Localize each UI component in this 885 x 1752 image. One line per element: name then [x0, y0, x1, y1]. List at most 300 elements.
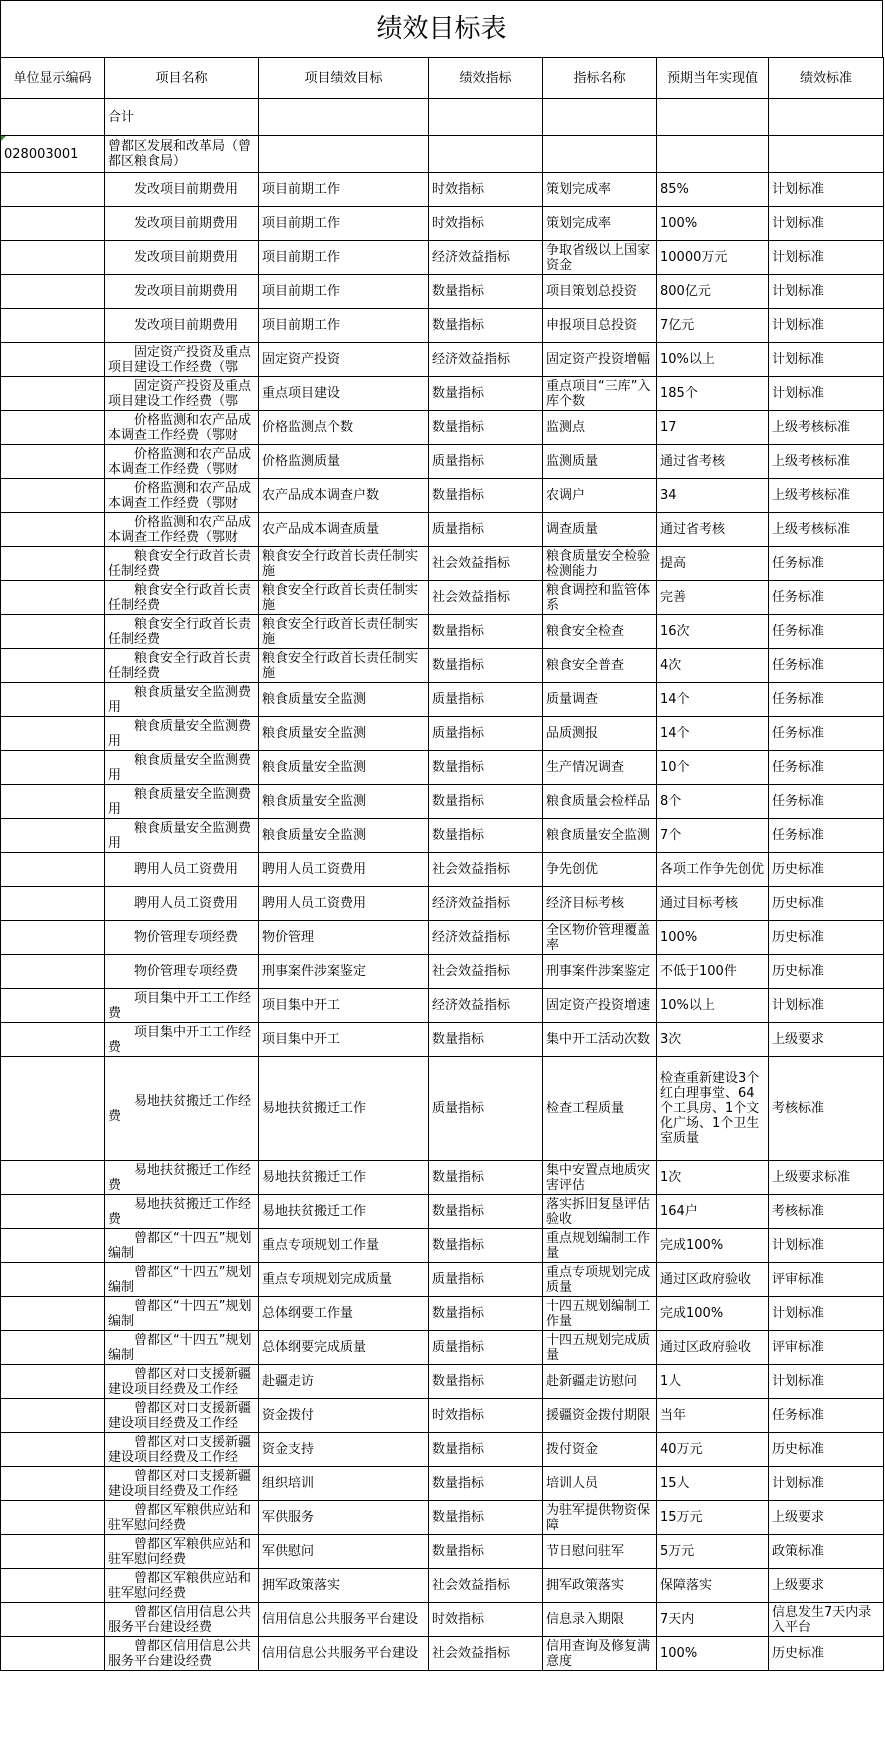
- indicator-name-cell: 拨付资金: [543, 1433, 657, 1467]
- indicator-name-cell: 粮食安全普查: [543, 649, 657, 683]
- unit-code-cell: [1, 445, 105, 479]
- project-goal-cell: 军供服务: [259, 1501, 429, 1535]
- standard-cell: 上级要求标准: [769, 1161, 884, 1195]
- project-goal-cell: 粮食质量安全监测: [259, 819, 429, 853]
- project-name-cell: 粮食安全行政首长责任制经费: [105, 649, 259, 683]
- project-goal-cell: 粮食质量安全监测: [259, 785, 429, 819]
- indicator-type-cell: 质量指标: [429, 717, 543, 751]
- indicator-type-cell: 数量指标: [429, 1229, 543, 1263]
- project-name-cell: 曾都区“十四五”规划编制: [105, 1229, 259, 1263]
- expected-value-cell: 完成100%: [657, 1297, 769, 1331]
- indicator-type-cell: 数量指标: [429, 1195, 543, 1229]
- expected-value-cell: 34: [657, 479, 769, 513]
- expected-value-cell: 185个: [657, 377, 769, 411]
- indicator-type-cell: 社会效益指标: [429, 1569, 543, 1603]
- standard-cell: 计划标准: [769, 377, 884, 411]
- project-name-cell: 粮食安全行政首长责任制经费: [105, 547, 259, 581]
- standard-cell: 计划标准: [769, 173, 884, 207]
- table-row: [1, 581, 884, 615]
- unit-code-cell: [1, 989, 105, 1023]
- expected-value-cell: 通过区政府验收: [657, 1331, 769, 1365]
- expected-value-cell: 5万元: [657, 1535, 769, 1569]
- project-name-cell: 曾都区“十四五”规划编制: [105, 1297, 259, 1331]
- expected-value-cell: 10%以上: [657, 989, 769, 1023]
- expected-value-cell: 85%: [657, 173, 769, 207]
- col-header-indicator-name: 指标名称: [543, 58, 657, 99]
- standard-cell: 历史标准: [769, 1637, 884, 1671]
- indicator-type-cell: 数量指标: [429, 785, 543, 819]
- expected-value-cell: 通过区政府验收: [657, 1263, 769, 1297]
- indicator-name-cell: 监测质量: [543, 445, 657, 479]
- indicator-name-cell: 为驻军提供物资保障: [543, 1501, 657, 1535]
- table-row: [1, 649, 884, 683]
- table-row: [1, 751, 884, 785]
- expected-value-cell: 10个: [657, 751, 769, 785]
- project-name-cell: 曾都区军粮供应站和驻军慰问经费: [105, 1501, 259, 1535]
- unit-code-cell: [1, 581, 105, 615]
- table-row: [1, 615, 884, 649]
- indicator-name-cell: 重点规划编制工作量: [543, 1229, 657, 1263]
- indicator-name-cell: 粮食质量安全监测: [543, 819, 657, 853]
- indicator-name-cell: 援疆资金拨付期限: [543, 1399, 657, 1433]
- indicator-type-cell: 时效指标: [429, 1399, 543, 1433]
- indicator-name-cell: 赴新疆走访慰问: [543, 1365, 657, 1399]
- standard-cell: 任务标准: [769, 649, 884, 683]
- indicator-type-cell: 时效指标: [429, 1603, 543, 1637]
- unit-code-cell: [1, 1399, 105, 1433]
- project-goal-cell: 赴疆走访: [259, 1365, 429, 1399]
- indicator-type-cell: 经济效益指标: [429, 343, 543, 377]
- expected-value-cell: 8个: [657, 785, 769, 819]
- standard-cell: 任务标准: [769, 1399, 884, 1433]
- standard-cell: 计划标准: [769, 207, 884, 241]
- table-row: [1, 921, 884, 955]
- unit-name: 曾都区发展和改革局（曾都区粮食局）: [105, 136, 259, 173]
- standard-cell: 任务标准: [769, 581, 884, 615]
- col-header-indicator: 绩效指标: [429, 58, 543, 99]
- project-goal-cell: 刑事案件涉案鉴定: [259, 955, 429, 989]
- project-name-cell: 价格监测和农产品成本调查工作经费（鄂财: [105, 513, 259, 547]
- project-name-cell: 易地扶贫搬迁工作经费: [105, 1161, 259, 1195]
- project-name-cell: 曾都区对口支援新疆建设项目经费及工作经: [105, 1467, 259, 1501]
- project-goal-cell: 农产品成本调查户数: [259, 479, 429, 513]
- indicator-name-cell: 策划完成率: [543, 207, 657, 241]
- project-name-cell: 聘用人员工资费用: [105, 887, 259, 921]
- expected-value-cell: 4次: [657, 649, 769, 683]
- standard-cell: 计划标准: [769, 1297, 884, 1331]
- expected-value-cell: 800亿元: [657, 275, 769, 309]
- expected-value-cell: 当年: [657, 1399, 769, 1433]
- indicator-name-cell: 检查工程质量: [543, 1057, 657, 1161]
- project-name-cell: 曾都区对口支援新疆建设项目经费及工作经: [105, 1433, 259, 1467]
- standard-cell: 任务标准: [769, 785, 884, 819]
- expected-value-cell: 1次: [657, 1161, 769, 1195]
- project-goal-cell: 粮食质量安全监测: [259, 717, 429, 751]
- project-name-cell: 曾都区对口支援新疆建设项目经费及工作经: [105, 1365, 259, 1399]
- standard-cell: 历史标准: [769, 853, 884, 887]
- indicator-name-cell: 固定资产投资增幅: [543, 343, 657, 377]
- indicator-type-cell: 数量指标: [429, 751, 543, 785]
- table-row: [1, 1195, 884, 1229]
- unit-code-cell: [1, 649, 105, 683]
- table-row: [1, 1535, 884, 1569]
- expected-value-cell: 提高: [657, 547, 769, 581]
- project-name-cell: 粮食质量安全监测费用: [105, 751, 259, 785]
- unit-code-cell: [1, 1569, 105, 1603]
- table-row: [1, 547, 884, 581]
- unit-code-cell: [1, 1501, 105, 1535]
- table-row: [1, 479, 884, 513]
- indicator-type-cell: 质量指标: [429, 445, 543, 479]
- unit-code-cell: [1, 309, 105, 343]
- project-goal-cell: 资金拨付: [259, 1399, 429, 1433]
- table-row: [1, 309, 884, 343]
- project-goal-cell: 粮食质量安全监测: [259, 751, 429, 785]
- unit-code-cell: [1, 1023, 105, 1057]
- indicator-type-cell: 社会效益指标: [429, 955, 543, 989]
- table-row: [1, 1229, 884, 1263]
- indicator-name-cell: 策划完成率: [543, 173, 657, 207]
- indicator-type-cell: 数量指标: [429, 1297, 543, 1331]
- project-name-cell: 价格监测和农产品成本调查工作经费（鄂财: [105, 479, 259, 513]
- indicator-type-cell: 经济效益指标: [429, 921, 543, 955]
- col-header-code: 单位显示编码: [1, 58, 105, 99]
- unit-code-cell: [1, 853, 105, 887]
- indicator-name-cell: 十四五规划编制工作量: [543, 1297, 657, 1331]
- standard-cell: 上级考核标准: [769, 445, 884, 479]
- expected-value-cell: 各项工作争先创优: [657, 853, 769, 887]
- project-name-cell: 粮食安全行政首长责任制经费: [105, 615, 259, 649]
- project-goal-cell: 易地扶贫搬迁工作: [259, 1161, 429, 1195]
- table-row: [1, 513, 884, 547]
- table-row: [1, 853, 884, 887]
- project-name-cell: 发改项目前期费用: [105, 275, 259, 309]
- total-code: [1, 99, 105, 136]
- table-row: [1, 1023, 884, 1057]
- indicator-name-cell: 节日慰问驻军: [543, 1535, 657, 1569]
- indicator-type-cell: 数量指标: [429, 1433, 543, 1467]
- project-goal-cell: 项目前期工作: [259, 241, 429, 275]
- standard-cell: 计划标准: [769, 275, 884, 309]
- table-row: [1, 275, 884, 309]
- project-name-cell: 曾都区对口支援新疆建设项目经费及工作经: [105, 1399, 259, 1433]
- project-goal-cell: 项目集中开工: [259, 989, 429, 1023]
- indicator-type-cell: 质量指标: [429, 513, 543, 547]
- table-row: [1, 1263, 884, 1297]
- project-goal-cell: 项目前期工作: [259, 207, 429, 241]
- unit-code-cell: [1, 1297, 105, 1331]
- project-name-cell: 物价管理专项经费: [105, 955, 259, 989]
- expected-value-cell: 保障落实: [657, 1569, 769, 1603]
- indicator-type-cell: 数量指标: [429, 1501, 543, 1535]
- project-name-cell: 固定资产投资及重点项目建设工作经费（鄂: [105, 343, 259, 377]
- table-row: [1, 1057, 884, 1161]
- standard-cell: 计划标准: [769, 309, 884, 343]
- expected-value-cell: 15人: [657, 1467, 769, 1501]
- indicator-type-cell: 数量指标: [429, 649, 543, 683]
- project-name-cell: 发改项目前期费用: [105, 207, 259, 241]
- col-header-project: 项目名称: [105, 58, 259, 99]
- indicator-name-cell: 粮食质量会检样品: [543, 785, 657, 819]
- expected-value-cell: 完成100%: [657, 1229, 769, 1263]
- standard-cell: 评审标准: [769, 1263, 884, 1297]
- standard-cell: 评审标准: [769, 1331, 884, 1365]
- page-title: 绩效目标表: [0, 0, 883, 57]
- unit-code-cell: [1, 275, 105, 309]
- standard-cell: 上级要求: [769, 1501, 884, 1535]
- indicator-type-cell: 数量指标: [429, 411, 543, 445]
- project-name-cell: 曾都区军粮供应站和驻军慰问经费: [105, 1569, 259, 1603]
- project-goal-cell: 项目前期工作: [259, 173, 429, 207]
- indicator-type-cell: 经济效益指标: [429, 989, 543, 1023]
- unit-code-cell: [1, 343, 105, 377]
- indicator-type-cell: 社会效益指标: [429, 853, 543, 887]
- unit-code-cell: [1, 819, 105, 853]
- project-goal-cell: 重点专项规划完成质量: [259, 1263, 429, 1297]
- table-row: [1, 1297, 884, 1331]
- standard-cell: 历史标准: [769, 955, 884, 989]
- indicator-name-cell: 重点项目“三库”入库个数: [543, 377, 657, 411]
- project-goal-cell: 项目前期工作: [259, 275, 429, 309]
- project-name-cell: 项目集中开工工作经费: [105, 989, 259, 1023]
- expected-value-cell: 164户: [657, 1195, 769, 1229]
- standard-cell: 计划标准: [769, 989, 884, 1023]
- indicator-name-cell: 粮食调控和监管体系: [543, 581, 657, 615]
- unit-code-cell: [1, 1365, 105, 1399]
- expected-value-cell: 100%: [657, 207, 769, 241]
- project-goal-cell: 固定资产投资: [259, 343, 429, 377]
- indicator-type-cell: 社会效益指标: [429, 1637, 543, 1671]
- indicator-type-cell: 数量指标: [429, 1161, 543, 1195]
- project-goal-cell: 拥军政策落实: [259, 1569, 429, 1603]
- indicator-name-cell: 品质测报: [543, 717, 657, 751]
- project-goal-cell: 易地扶贫搬迁工作: [259, 1195, 429, 1229]
- expected-value-cell: 完善: [657, 581, 769, 615]
- table-row: [1, 1399, 884, 1433]
- indicator-name-cell: 集中安置点地质灾害评估: [543, 1161, 657, 1195]
- indicator-name-cell: 粮食安全检查: [543, 615, 657, 649]
- expected-value-cell: 7亿元: [657, 309, 769, 343]
- indicator-name-cell: 培训人员: [543, 1467, 657, 1501]
- project-name-cell: 曾都区军粮供应站和驻军慰问经费: [105, 1535, 259, 1569]
- unit-code-cell: [1, 1637, 105, 1671]
- project-goal-cell: 易地扶贫搬迁工作: [259, 1057, 429, 1161]
- unit-code-cell: [1, 241, 105, 275]
- expected-value-cell: 40万元: [657, 1433, 769, 1467]
- standard-cell: 计划标准: [769, 343, 884, 377]
- project-name-cell: 聘用人员工资费用: [105, 853, 259, 887]
- standard-cell: 上级考核标准: [769, 479, 884, 513]
- project-goal-cell: 粮食安全行政首长责任制实施: [259, 649, 429, 683]
- project-name-cell: 固定资产投资及重点项目建设工作经费（鄂: [105, 377, 259, 411]
- project-name-cell: 项目集中开工工作经费: [105, 1023, 259, 1057]
- standard-cell: 上级考核标准: [769, 411, 884, 445]
- project-goal-cell: 项目前期工作: [259, 309, 429, 343]
- unit-code-cell: [1, 785, 105, 819]
- indicator-name-cell: 信用查询及修复满意度: [543, 1637, 657, 1671]
- project-name-cell: 物价管理专项经费: [105, 921, 259, 955]
- unit-code-cell: [1, 1467, 105, 1501]
- indicator-type-cell: 质量指标: [429, 683, 543, 717]
- unit-code-cell: [1, 921, 105, 955]
- indicator-type-cell: 社会效益指标: [429, 547, 543, 581]
- unit-code-cell: [1, 1195, 105, 1229]
- unit-code-cell: [1, 513, 105, 547]
- unit-code-cell: [1, 1161, 105, 1195]
- project-goal-cell: 聘用人员工资费用: [259, 853, 429, 887]
- col-header-expected-value: 预期当年实现值: [657, 58, 769, 99]
- indicator-name-cell: 争先创优: [543, 853, 657, 887]
- indicator-type-cell: 质量指标: [429, 1263, 543, 1297]
- standard-cell: 上级要求: [769, 1023, 884, 1057]
- project-goal-cell: 信用信息公共服务平台建设: [259, 1637, 429, 1671]
- indicator-name-cell: 重点专项规划完成质量: [543, 1263, 657, 1297]
- standard-cell: 上级考核标准: [769, 513, 884, 547]
- indicator-name-cell: 调查质量: [543, 513, 657, 547]
- table-row: [1, 989, 884, 1023]
- unit-row: [1, 136, 884, 173]
- indicator-name-cell: 申报项目总投资: [543, 309, 657, 343]
- unit-code-cell: [1, 683, 105, 717]
- project-goal-cell: 重点专项规划工作量: [259, 1229, 429, 1263]
- project-name-cell: 粮食质量安全监测费用: [105, 683, 259, 717]
- table-row: [1, 411, 884, 445]
- indicator-type-cell: 时效指标: [429, 207, 543, 241]
- indicator-type-cell: 质量指标: [429, 1057, 543, 1161]
- project-goal-cell: 粮食安全行政首长责任制实施: [259, 615, 429, 649]
- project-goal-cell: 重点项目建设: [259, 377, 429, 411]
- project-name-cell: 粮食质量安全监测费用: [105, 819, 259, 853]
- expected-value-cell: 7个: [657, 819, 769, 853]
- indicator-name-cell: 争取省级以上国家资金: [543, 241, 657, 275]
- standard-cell: 信息发生7天内录入平台: [769, 1603, 884, 1637]
- expected-value-cell: 通过省考核: [657, 513, 769, 547]
- indicator-type-cell: 数量指标: [429, 615, 543, 649]
- expected-value-cell: 14个: [657, 717, 769, 751]
- indicator-type-cell: 数量指标: [429, 1023, 543, 1057]
- standard-cell: 考核标准: [769, 1195, 884, 1229]
- unit-code-cell: [1, 1535, 105, 1569]
- project-goal-cell: 聘用人员工资费用: [259, 887, 429, 921]
- standard-cell: 考核标准: [769, 1057, 884, 1161]
- standard-cell: 政策标准: [769, 1535, 884, 1569]
- indicator-name-cell: 固定资产投资增速: [543, 989, 657, 1023]
- project-goal-cell: 粮食安全行政首长责任制实施: [259, 547, 429, 581]
- unit-code-cell: [1, 1603, 105, 1637]
- expected-value-cell: 7天内: [657, 1603, 769, 1637]
- project-goal-cell: 价格监测点个数: [259, 411, 429, 445]
- unit-code-cell: [1, 207, 105, 241]
- table-row: [1, 343, 884, 377]
- project-name-cell: 易地扶贫搬迁工作经费: [105, 1057, 259, 1161]
- indicator-type-cell: 经济效益指标: [429, 241, 543, 275]
- indicator-name-cell: 生产情况调查: [543, 751, 657, 785]
- project-goal-cell: 总体纲要完成质量: [259, 1331, 429, 1365]
- table-row: [1, 785, 884, 819]
- project-goal-cell: 军供慰问: [259, 1535, 429, 1569]
- indicator-name-cell: 项目策划总投资: [543, 275, 657, 309]
- unit-code: 028003001: [1, 136, 105, 173]
- project-name-cell: 粮食质量安全监测费用: [105, 785, 259, 819]
- unit-code-cell: [1, 1057, 105, 1161]
- standard-cell: 历史标准: [769, 921, 884, 955]
- col-header-goal: 项目绩效目标: [259, 58, 429, 99]
- expected-value-cell: 15万元: [657, 1501, 769, 1535]
- table-row: [1, 955, 884, 989]
- indicator-name-cell: 信息录入期限: [543, 1603, 657, 1637]
- standard-cell: 任务标准: [769, 615, 884, 649]
- project-goal-cell: 物价管理: [259, 921, 429, 955]
- standard-cell: 计划标准: [769, 1229, 884, 1263]
- project-goal-cell: 粮食质量安全监测: [259, 683, 429, 717]
- project-goal-cell: 项目集中开工: [259, 1023, 429, 1057]
- standard-cell: 上级要求: [769, 1569, 884, 1603]
- unit-code-cell: [1, 377, 105, 411]
- unit-code-cell: [1, 1229, 105, 1263]
- indicator-type-cell: 数量指标: [429, 479, 543, 513]
- table-row: [1, 207, 884, 241]
- table-row: [1, 1569, 884, 1603]
- table-row: [1, 1365, 884, 1399]
- expected-value-cell: 17: [657, 411, 769, 445]
- standard-cell: 历史标准: [769, 887, 884, 921]
- table-row: [1, 1331, 884, 1365]
- table-row: [1, 1501, 884, 1535]
- project-name-cell: 价格监测和农产品成本调查工作经费（鄂财: [105, 445, 259, 479]
- project-goal-cell: 组织培训: [259, 1467, 429, 1501]
- unit-code-cell: [1, 1331, 105, 1365]
- unit-code-cell: [1, 717, 105, 751]
- project-goal-cell: 资金支持: [259, 1433, 429, 1467]
- expected-value-cell: 1人: [657, 1365, 769, 1399]
- indicator-type-cell: 时效指标: [429, 173, 543, 207]
- total-row: [1, 99, 884, 136]
- indicator-type-cell: 数量指标: [429, 1467, 543, 1501]
- unit-code-cell: [1, 1263, 105, 1297]
- unit-code-cell: [1, 615, 105, 649]
- expected-value-cell: 不低于100件: [657, 955, 769, 989]
- indicator-type-cell: 数量指标: [429, 377, 543, 411]
- indicator-name-cell: 粮食质量安全检验检测能力: [543, 547, 657, 581]
- expected-value-cell: 检查重新建设3个红白理事堂、64个工具房、1个文化广场、1个卫生室质量: [657, 1057, 769, 1161]
- project-name-cell: 发改项目前期费用: [105, 173, 259, 207]
- table-row: [1, 1433, 884, 1467]
- indicator-name-cell: 集中开工活动次数: [543, 1023, 657, 1057]
- project-goal-cell: 粮食安全行政首长责任制实施: [259, 581, 429, 615]
- total-label: 合计: [105, 99, 259, 136]
- unit-code-cell: [1, 955, 105, 989]
- expected-value-cell: 100%: [657, 921, 769, 955]
- unit-code-cell: [1, 751, 105, 785]
- project-goal-cell: 总体纲要工作量: [259, 1297, 429, 1331]
- col-header-standard: 绩效标准: [769, 58, 884, 99]
- indicator-name-cell: 刑事案件涉案鉴定: [543, 955, 657, 989]
- project-name-cell: 曾都区信用信息公共服务平台建设经费: [105, 1637, 259, 1671]
- project-name-cell: 曾都区“十四五”规划编制: [105, 1263, 259, 1297]
- unit-code-cell: [1, 1433, 105, 1467]
- unit-code-cell: [1, 887, 105, 921]
- indicator-name-cell: 全区物价管理覆盖率: [543, 921, 657, 955]
- expected-value-cell: 14个: [657, 683, 769, 717]
- expected-value-cell: 16次: [657, 615, 769, 649]
- expected-value-cell: 3次: [657, 1023, 769, 1057]
- project-name-cell: 易地扶贫搬迁工作经费: [105, 1195, 259, 1229]
- table-row: [1, 1467, 884, 1501]
- unit-code-cell: [1, 173, 105, 207]
- standard-cell: 计划标准: [769, 1365, 884, 1399]
- indicator-type-cell: 数量指标: [429, 275, 543, 309]
- table-row: [1, 819, 884, 853]
